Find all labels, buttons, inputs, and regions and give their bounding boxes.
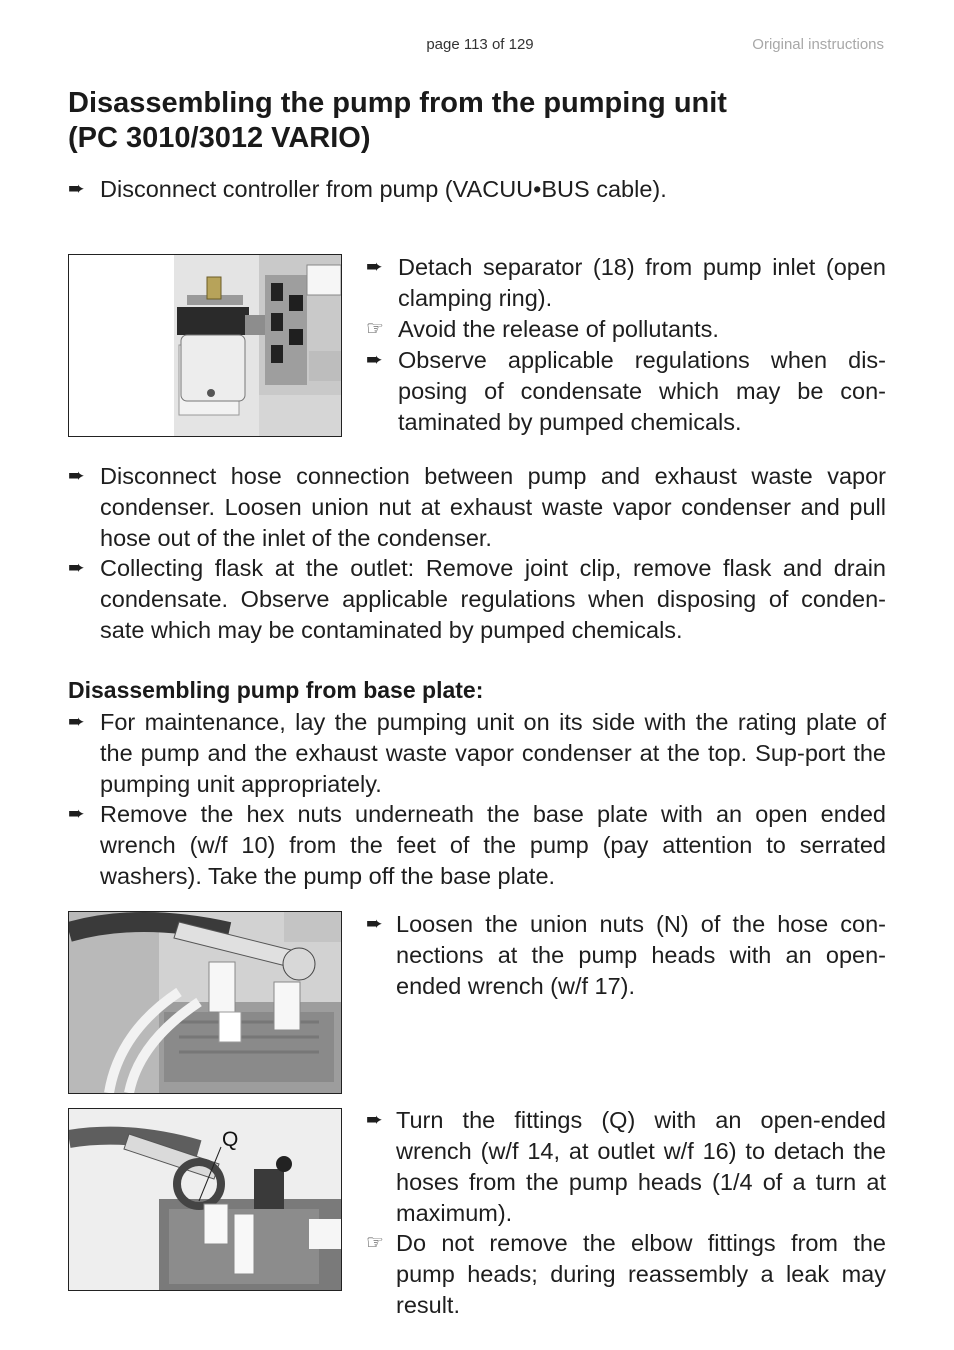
step-lay-unit-on-side [68, 707, 886, 800]
step-text: Remove the hex nuts underneath the base plate with an open ended wrench (w/f 10) from the feet of the pump (pay attention to serrated washers). Take the pump off the base plate. [100, 801, 886, 889]
arrow-icon: ➨ [366, 913, 383, 935]
step-detach-separator [366, 252, 886, 314]
step-observe-regulations [366, 345, 886, 438]
step-text: Turn the fittings (Q) with an open-ended wrench (w/f 14, at outlet w/f 16) to detach the hoses from the pump heads (1/4 of a turn at maximum). [396, 1107, 886, 1226]
arrow-icon: ➨ [68, 178, 85, 200]
subheading-base-plate: Disassembling pump from base plate: [68, 677, 484, 703]
step-text: For maintenance, lay the pumping unit on its side with the rating plate of the pump and the exhaust waste vapor condenser at the top. Sup-port the pumping unit appropriately. [100, 709, 886, 797]
step-disconnect-controller [68, 174, 886, 205]
pointing-hand-icon: ☞ [366, 1232, 384, 1254]
arrow-icon: ➨ [68, 465, 85, 487]
step-text: Disconnect controller from pump (VACUU•BUS cable). [100, 176, 667, 202]
pointing-hand-icon: ☞ [366, 318, 384, 340]
step-remove-hex-nuts [68, 799, 886, 892]
title-line-1: Disassembling the pump from the pumping unit [68, 87, 727, 119]
step-turn-fittings [366, 1105, 886, 1229]
figure-label-q: Q [222, 1128, 239, 1151]
arrow-icon: ➨ [68, 557, 85, 579]
figure-separator-photo [68, 254, 342, 437]
note-text: Do not remove the elbow fittings from the pump heads; during reassembly a leak may result. [396, 1230, 886, 1318]
document-label: Original instructions [752, 36, 884, 53]
arrow-icon: ➨ [68, 711, 85, 733]
figure-union-nuts-photo [68, 911, 342, 1094]
step-disconnect-hose [68, 461, 886, 554]
step-text: Detach separator (18) from pump inlet (open clamping ring). [398, 254, 886, 311]
step-loosen-union-nuts [366, 909, 886, 1002]
arrow-icon: ➨ [366, 256, 383, 278]
note-elbow-fittings [366, 1228, 886, 1321]
title-line-2: (PC 3010/3012 VARIO) [68, 122, 371, 154]
figure-fittings-photo [68, 1108, 342, 1291]
page-title [68, 86, 888, 156]
step-text: Loosen the union nuts (N) of the hose con-nections at the pump heads with an open-ended wrench (w/f 17). [396, 911, 886, 999]
step-text: Disconnect hose connection between pump and exhaust waste vapor condenser. Loosen union nut at exhaust waste vapor condenser and pull hose out of the inlet of the condenser. [100, 463, 886, 551]
arrow-icon: ➨ [366, 349, 383, 371]
arrow-icon: ➨ [68, 803, 85, 825]
note-text: Avoid the release of pollutants. [398, 316, 719, 342]
step-collecting-flask [68, 553, 886, 646]
step-text: Collecting flask at the outlet: Remove joint clip, remove flask and drain condensate. Observe applicable regulations when disposing of conden-sate which may be contaminated by pumped chemicals. [100, 555, 886, 643]
note-avoid-pollutants [366, 314, 886, 345]
step-text: Observe applicable regulations when dis-posing of condensate which may be con-taminated by pumped chemicals. [398, 347, 886, 435]
page-number: page 113 of 129 [426, 36, 534, 53]
arrow-icon: ➨ [366, 1109, 383, 1131]
